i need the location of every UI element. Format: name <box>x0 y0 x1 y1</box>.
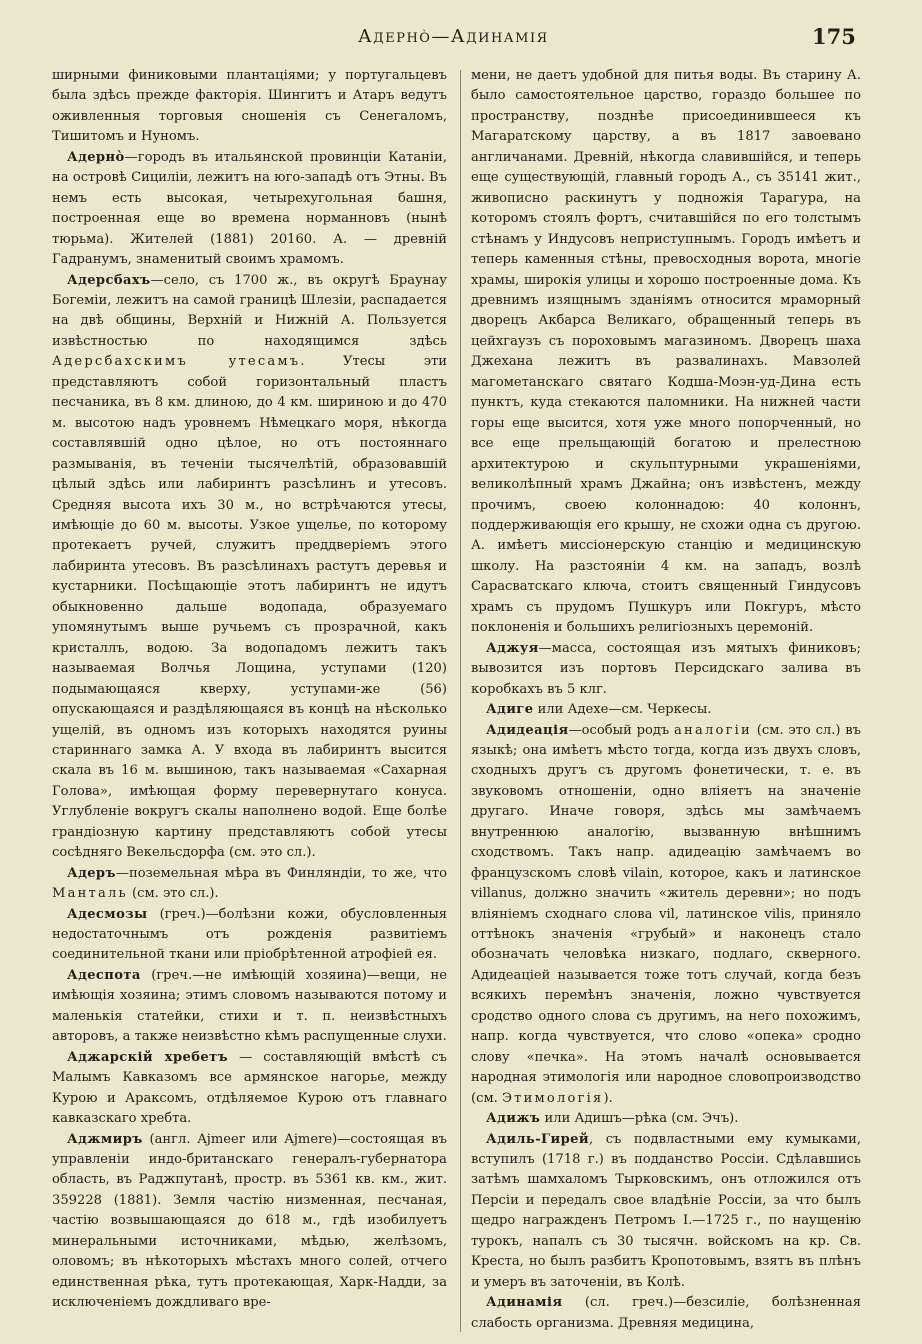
article-text: или Адишъ—рѣка (см. Эчъ). <box>540 1111 739 1127</box>
article-text: — составляющій вмѣстѣ съ Малымъ Кавказомъ все армянское нагорье, между Курою и Араксомъ, отдѣляемое Курою отъ главнаго кавказскаго хребта. <box>52 1049 447 1127</box>
headword: Адеспота <box>67 967 141 983</box>
headword: Адесмозы <box>67 906 148 922</box>
article-text: . Утесы эти представляютъ собой горизонтальный пластъ песчаника, въ 8 км. длиною, до 4 км. шириною и до 470 м. высотою надъ уровнемъ Нѣмецкаго моря, нѣкогда составлявшій одно цѣлое, но отъ постояннаго размыванія, въ теченіи тысячелѣтій, образовавшій цѣлый здѣсь или лабиринтъ разсѣлинъ и утесовъ. Средняя высота ихъ 30 м., но встрѣчаются утесы, имѣющіе до 60 м. высоты. Узкое ущелье, по которому протекаетъ ручей, служитъ преддверіемъ этого лабиринта утесовъ. Въ разсѣлинахъ растутъ деревья и кустарники. Посѣщающіе этотъ лабиринтъ не идутъ обыкновенно дальше водопада, образуемаго упомянутымъ выше ручьемъ съ прозрачной, какъ кристаллъ, водою. За водопадомъ лежитъ такъ называемая Волчья Лощина, уступами (120) подымающаяся кверху, уступами-же (56) опускающаяся и раздѣляющаяся въ концѣ на нѣсколько ущелій, въ одномъ изъ которыхъ находятся руины стариннаго замка А. У входа въ лабиринтъ высится скала въ 16 м. вышиною, такъ называемая «Сахарная Голова», имѣющая форму перевернутаго конуса. Углубленіе вокругъ скалы наполнено водой. Еще болѣе грандіозную картину представляютъ собой утесы сосѣдняго Векельсдорфа (см. это сл.). <box>52 354 447 861</box>
article-adideatsia <box>471 721 861 1110</box>
article-adizh <box>471 1109 861 1129</box>
article-text: —село, съ 1700 ж., въ округѣ Браунау Богеміи, лежитъ на самой границѣ Шлезіи, распадается на двѣ общины, Верхній и Нижній А. Пользуется извѣстностью по находящимся здѣсь <box>52 272 447 349</box>
article-text: (см. это сл.). <box>127 886 219 902</box>
headword: Аджуя <box>486 640 539 656</box>
headword: Адидеація <box>486 722 569 738</box>
article-text: (греч.—не имѣющій хозяина)—вещи, не имѣющія хозяина; этимъ словомъ называются потому и маленькія статейки, стихи и т. п. неизвѣстныхъ авторовъ, а также неизвѣстно кѣмъ распущенные слухи. <box>52 967 447 1045</box>
article-continuation: ширными финиковыми плантаціями; у португальцевъ была здѣсь прежде факторія. Шингитъ и Атаръ ведутъ оживленныя торговыя сношенія съ Сенегаломъ, Тишитомъ и Нуномъ. <box>52 68 447 145</box>
headword: Адиге <box>486 702 534 718</box>
headword: Адижъ <box>486 1111 541 1127</box>
article-continuation: мени, не даетъ удобной для питья воды. Въ старину А. было самостоятельное царство, гораздо большее по пространству, позднѣе присоединившееся къ Магаратскому царству, а въ 1817 завоевано англичанами. Древній, нѣкогда славившійся, и теперь еще существующій, главный городъ А., съ 35141 жит., живописно раскинутъ у подножія Тарагура, на которомъ стоялъ фортъ, считавшійся по его толстымъ стѣнамъ у Индусовъ неприступнымъ. Городъ имѣетъ и теперь каменныя стѣны, превосходныя ворота, многіе храмы, широкія улицы и хорошо построенные дома. Къ древнимъ изящнымъ зданіямъ относится мраморный дворецъ Акбарса Великаго, обращенный теперь въ цейхгаузъ съ пороховымъ магазиномъ. Дворецъ шаха Джехана лежитъ въ развалинахъ. Мавзолей магометанскаго святаго Кодша-Моэн-уд-Дина есть пунктъ, куда стекаются паломники. На нижней части горы еще высится, хотя уже много попорченный, но все еще прельщающій богатою и прелестною архитектурою и скульптурными украшеніями, великолѣпный храмъ Джайна; онъ извѣстенъ, между прочимъ, своею колоннадою: 40 колоннъ, поддерживающія его крышу, не схожи одна съ другою. А. имѣетъ миссіонерскую станцію и медицинскую школу. На разстояніи 4 км. на западъ, возлѣ Сарасватскаго ключа, стоитъ священный Гиндусовъ храмъ съ прудомъ Пушкуръ или Покгуръ, мѣсто поклоненія и большихъ религіозныхъ церемоній. <box>471 68 861 636</box>
headword: Адинамія <box>486 1295 563 1311</box>
article-text: или Адехе—см. Черкесы. <box>533 702 712 718</box>
article-text: —городъ въ итальянской провинціи Катаніи, на островѣ Сициліи, лежитъ на юго-западѣ отъ Этны. Въ немъ есть высокая, четырехугольная башня, построенная еще во времена норманновъ (нынѣ тюрьма). Жителей (1881) 20160. А. — древній Гадранумъ, знаменитый своимъ храмомъ. <box>52 149 447 268</box>
headword: Адерсбахъ <box>67 272 151 288</box>
right-column <box>471 66 861 1334</box>
article-ader <box>52 864 447 905</box>
article-aderno <box>52 148 447 271</box>
article-text: (греч.)—болѣзни кожи, обусловленныя недостаточнымъ отъ рожденія развитіемъ соединительной ткани или пріобрѣтенной атрофіей ея. <box>52 906 447 963</box>
article-text: (сл. греч.)—безсиліе, болѣзненная слабость организма. Древняя медицина, <box>471 1295 861 1331</box>
running-head: Адернò—Адинамія <box>358 26 549 47</box>
headword: Адеръ <box>67 865 116 881</box>
article-adil-girei <box>471 1130 861 1294</box>
article-text: , съ подвластными ему кумыками, вступилъ (1718 г.) въ подданство Россіи. Сдѣлавшись затѣмъ шамхаломъ Тырковскимъ, онъ отложился отъ Персіи и передалъ свое владѣніе Россіи, за что былъ щедро награжденъ Петромъ I.—1725 г., по наущенію турокъ, напалъ съ 30 тысячн. войскомъ на кр. Св. Креста, но былъ разбитъ Кропотовымъ, взятъ въ плѣнъ и умеръ въ заточеніи, въ Колѣ. <box>471 1131 861 1290</box>
spaced-term: Этимологія <box>501 1090 604 1106</box>
headword: Аджарскій хребетъ <box>67 1049 229 1065</box>
page-number: 175 <box>812 24 856 49</box>
headword: Адернò <box>67 149 125 165</box>
article-text: (см. это сл.) въ языкѣ; она имѣетъ мѣсто тогда, когда изъ двухъ словъ, сходныхъ другъ съ другомъ фонетически, т. е. въ звуковомъ отношеніи, одно вліяетъ на значеніе другаго. Иначе говоря, здѣсь мы замѣчаемъ внутреннюю аналогію, вызванную внѣшнимъ сходствомъ. Такъ напр. адидеацію замѣчаемъ во французскомъ словѣ vilain, которое, какъ и латинское villanus, должно значить «житель деревни»; но подъ вліяніемъ сходнаго слова vil, латинское vilis, приняло оттѣнокъ значенія «грубый» и наконецъ стало обозначать человѣка низкаго, подлаго, скверного. Адидеаціей называется тоже тотъ случай, когда безъ всякихъ перемѣнъ значенія, ложно чувствуется сродство одного слова съ другимъ, на него похожимъ, напр. когда чувствуется, что слово «опека» сродно слову «печка». На этомъ началѣ основывается народная этимологія или народное словопроизводство (см. <box>471 722 861 1106</box>
headword: Адиль-Гирей <box>486 1131 590 1147</box>
spaced-term: Манталь <box>52 886 128 902</box>
article-text: —поземельная мѣра въ Финляндіи, то же, что <box>115 865 447 881</box>
article-adzharsky <box>52 1048 447 1130</box>
article-text: (англ. Ajmeer или Ajmere)—состоящая въ управленіи индо-британскаго генералъ-губернатора область, въ Раджпутанѣ, простр. въ 5361 кв. км., жит. 359228 (1881). Земля частію низменная, песчаная, частію возвышающаяся до 618 м., гдѣ изобилуетъ минеральными источниками, мѣдью, желѣзомъ, оловомъ; въ нѣкоторыхъ мѣстахъ много солей, отчего единственная рѣка, тутъ протекающая, Харк-Надди, за исключеніемъ дождливаго вре- <box>52 1131 447 1311</box>
article-adespota <box>52 966 447 1048</box>
article-adige <box>471 700 861 720</box>
headword: Аджмиръ <box>67 1131 143 1147</box>
article-text: —масса, состоящая изъ мятыхъ финиковъ; вывозится изъ портовъ Персидскаго залива въ коробкахъ въ 5 клг. <box>471 640 861 697</box>
article-adersbach <box>52 271 447 864</box>
article-adesmozy <box>52 905 447 966</box>
article-text: ). <box>603 1090 613 1106</box>
spaced-term: Адерсбахскимъ утесамъ <box>52 354 301 370</box>
article-text: —особый родъ <box>568 722 675 738</box>
article-adinamia <box>471 1293 861 1334</box>
article-adzhuya <box>471 639 861 700</box>
article-ajmir <box>52 1130 447 1314</box>
column-divider <box>460 70 461 1332</box>
spaced-term: аналогіи <box>674 722 752 738</box>
left-column <box>52 66 447 1314</box>
